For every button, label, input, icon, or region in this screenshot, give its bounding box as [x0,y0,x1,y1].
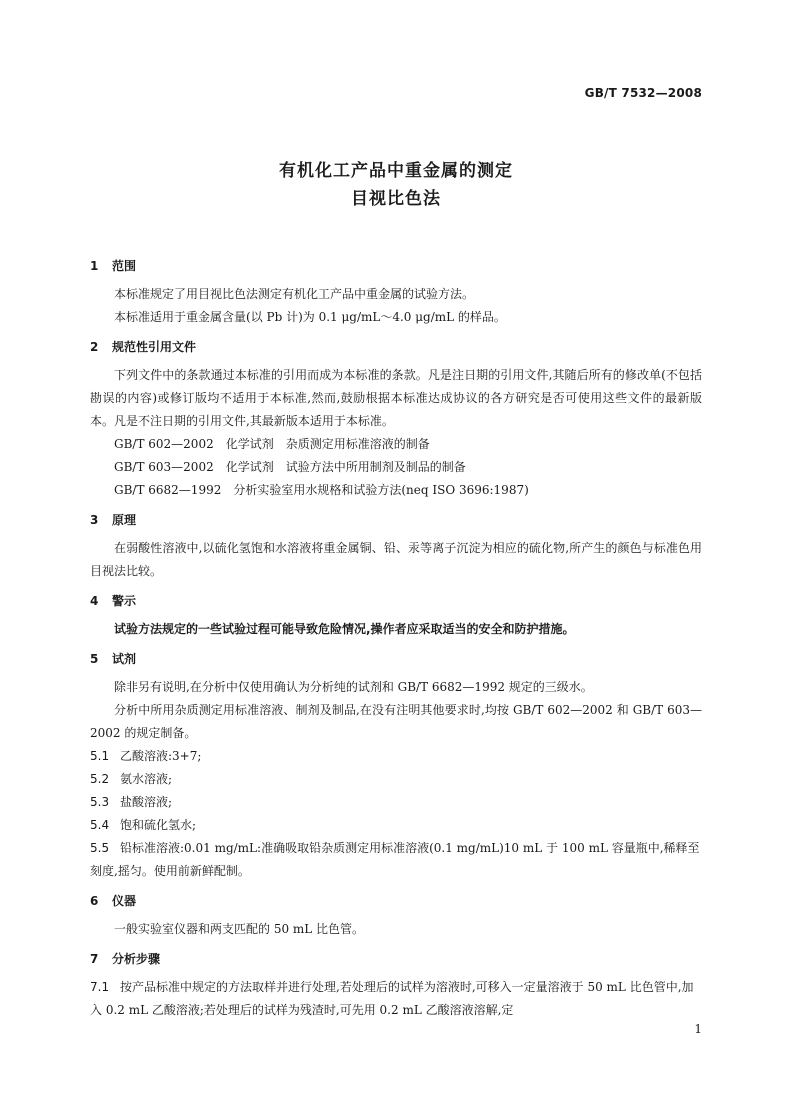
scope-paragraph-1: 本标准规定了用目视比色法测定有机化工产品中重金属的试验方法。 [114,287,475,301]
document-subtitle: 目视比色法 [351,189,441,209]
standard-code: GB/T 7532—2008 [584,86,702,100]
reference-item: GB/T 6682—1992 分析实验室用水规格和试验方法(neq ISO 3696:1987) [114,483,529,497]
references-paragraph: 下列文件中的条款通过本标准的引用而成为本标准的条款。凡是注日期的引用文件,其随后所有的修改单(不包括勘误的内容)或修订版均不适用于本标准,然而,鼓励根据本标准达成协议的各方研究是否可使用这些文件的最新版本。凡是不注日期的引用文件,其最新版本适用于本标准。 [90,368,702,428]
reagent-clause: 5.4 饱和硫化氢水; [90,818,197,832]
section-heading-apparatus: 6 仪器 [90,894,137,908]
apparatus-paragraph: 一般实验室仪器和两支匹配的 50 mL 比色管。 [114,922,365,936]
document-title: 有机化工产品中重金属的测定 [279,161,513,181]
reference-item: GB/T 603—2002 化学试剂 试验方法中所用制剂及制品的制备 [114,460,466,474]
page-number: 1 [694,1022,702,1036]
reagent-clause: 5.5 铅标准溶液:0.01 mg/mL:准确吸取铅杂质测定用标准溶液(0.1 mg/mL)10 mL 于 100 mL 容量瓶中,稀释至刻度,摇匀。使用前新鲜配制。 [90,841,700,878]
section-heading-warning: 4 警示 [90,594,137,608]
section-heading-principle: 3 原理 [90,513,137,527]
document-body [90,248,702,1022]
warning-paragraph: 试验方法规定的一些试验过程可能导致危险情况,操作者应采取适当的安全和防护措施。 [114,622,575,636]
reagent-clause: 5.3 盐酸溶液; [90,795,173,809]
reference-item: GB/T 602—2002 化学试剂 杂质测定用标准溶液的制备 [114,437,430,451]
section-heading-procedure: 7 分析步骤 [90,952,161,966]
principle-paragraph: 在弱酸性溶液中,以硫化氢饱和水溶液将重金属铜、铅、汞等离子沉淀为相应的硫化物,所产生的颜色与标准色用目视法比较。 [90,541,702,578]
procedure-clause: 7.1 按产品标准中规定的方法取样并进行处理,若处理后的试样为溶液时,可移入一定量溶液于 50 mL 比色管中,加入 0.2 mL 乙酸溶液;若处理后的试样为残渣时,可先用 0.2 mL 乙酸溶液溶解,定 [90,980,694,1017]
reagent-clause: 5.2 氨水溶液; [90,772,173,786]
section-heading-scope: 1 范围 [90,259,137,273]
reagent-clause: 5.1 乙酸溶液:3+7; [90,749,202,763]
reagents-paragraph-1: 除非另有说明,在分析中仅使用确认为分析纯的试剂和 GB/T 6682—1992 规定的三级水。 [114,680,593,694]
reagents-paragraph-2: 分析中所用杂质测定用标准溶液、制剂及制品,在没有注明其他要求时,均按 GB/T 602—2002 和 GB/T 603—2002 的规定制备。 [90,703,702,740]
section-heading-reagents: 5 试剂 [90,652,137,666]
section-heading-normative-references: 2 规范性引用文件 [90,340,197,354]
scope-paragraph-2: 本标准适用于重金属含量(以 Pb 计)为 0.1 μg/mL～4.0 μg/mL 的样品。 [114,310,506,324]
